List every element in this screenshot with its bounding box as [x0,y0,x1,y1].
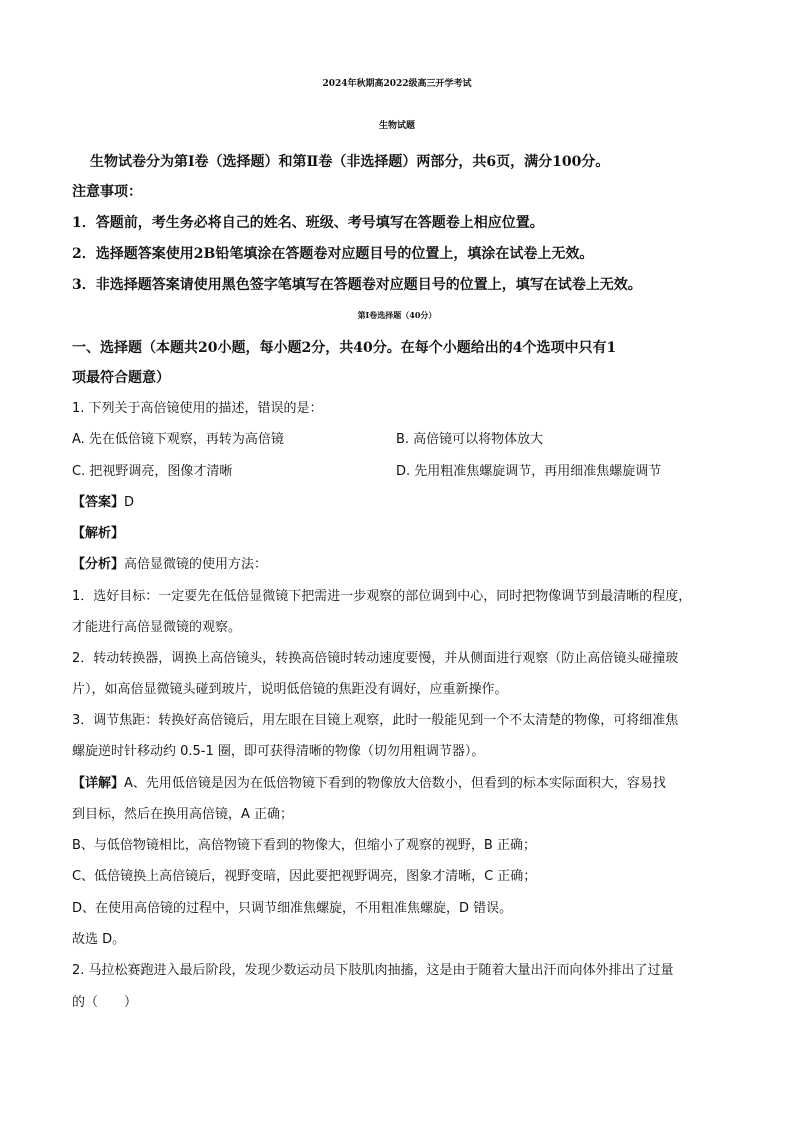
fenxi-tag: 【分析】 [72,557,125,572]
volume-title: 第Ⅰ卷选择题（40分） [357,310,437,320]
analysis-step: 3．调节焦距：转换好高倍镜后，用左眼在目镜上观察，此时一般能见到一个不太清楚的物像，可将细准焦 [72,713,679,728]
answer-line [72,493,134,513]
intro-text: 生物试卷分为第Ⅰ卷（选择题）和第Ⅱ卷（非选择题）两部分，共6页，满分100分。 [90,154,610,170]
question-1-option-a: A. 先在低倍镜下观察，再转为高倍镜 [72,432,284,447]
detail-line: D、在使用高倍镜的过程中，只调节细准焦螺旋，不用粗准焦螺旋，D 错误。 [72,901,513,916]
note-item: 3．非选择题答案请使用黑色签字笔填写在答题卷对应题目号的位置上，填写在试卷上无效。 [72,277,642,293]
analysis-step: 2．转动转换器，调换上高倍镜头，转换高倍镜时转动速度要慢，并从侧面进行观察（防止高倍镜头碰撞玻 [72,651,679,666]
question-1-option-b: B. 高倍镜可以将物体放大 [396,432,544,447]
note-item: 2．选择题答案使用2B铅笔填涂在答题卷对应题目号的位置上，填涂在试卷上无效。 [72,246,594,262]
detail-line: C、低倍镜换上高倍镜后，视野变暗，因此要把视野调亮，图象才清晰，C 正确； [72,869,537,884]
detail-tag: 【详解】 [72,776,125,791]
question-1-option-d: D. 先用粗准焦螺旋调节，再用细准焦螺旋调节 [396,464,662,479]
question-1-option-c: C. 把视野调亮，图像才清晰 [72,464,233,479]
analysis-step: 才能进行高倍显微镜的观察。 [72,620,242,635]
question-2-stem: 2. 马拉松赛跑进入最后阶段，发现少数运动员下肢肌肉抽搐，这是由于随着大量出汗而向体外排出了过量 [72,963,674,978]
detail-line: 到目标，然后在换用高倍镜，A 正确； [72,807,294,822]
analysis-tag: 【解析】 [72,526,125,541]
detail-line: B、与低倍物镜相比，高倍物镜下看到的物像大，但缩小了观察的视野，B 正确； [72,838,536,853]
notes-heading: 注意事项： [72,184,142,200]
exam-title: 2024年秋期高2022级高三开学考试 [322,79,472,89]
note-item: 1．答题前，考生务必将自己的姓名、班级、考号填写在答题卷上相应位置。 [72,215,544,231]
detail-line [72,774,666,794]
detail-conclusion: 故选 D。 [72,932,126,947]
fenxi-line [72,555,267,575]
question-1-stem: 1. 下列关于高倍镜使用的描述，错误的是： [72,401,323,416]
subject-title: 生物试题 [378,121,415,131]
answer-value: D [124,495,135,510]
analysis-step: 螺旋逆时针移动约 0.5-1 圈，即可获得清晰的物像（切勿用粗调节器）。 [72,744,485,759]
part-title: 一、选择题（本题共20小题，每小题2分，共40分。在每个小题给出的4个选项中只有1 [72,340,617,356]
detail-text: A、先用低倍镜是因为在低倍物镜下看到的物像放大倍数小，但看到的标本实际面积大，容易找 [124,776,666,791]
question-2-stem-continued: 的（ ） [72,995,138,1010]
analysis-step: 1．选好目标：一定要先在低倍显微镜下把需进一步观察的部位调到中心，同时把物像调节到最清晰的程度， [72,589,692,604]
analysis-step: 片），如高倍显微镜头碰到玻片，说明低倍镜的焦距没有调好，应重新操作。 [72,682,508,697]
answer-tag: 【答案】 [72,495,125,510]
fenxi-text: 高倍显微镜的使用方法： [124,557,268,572]
part-title-continued: 项最符合题意） [72,370,170,386]
